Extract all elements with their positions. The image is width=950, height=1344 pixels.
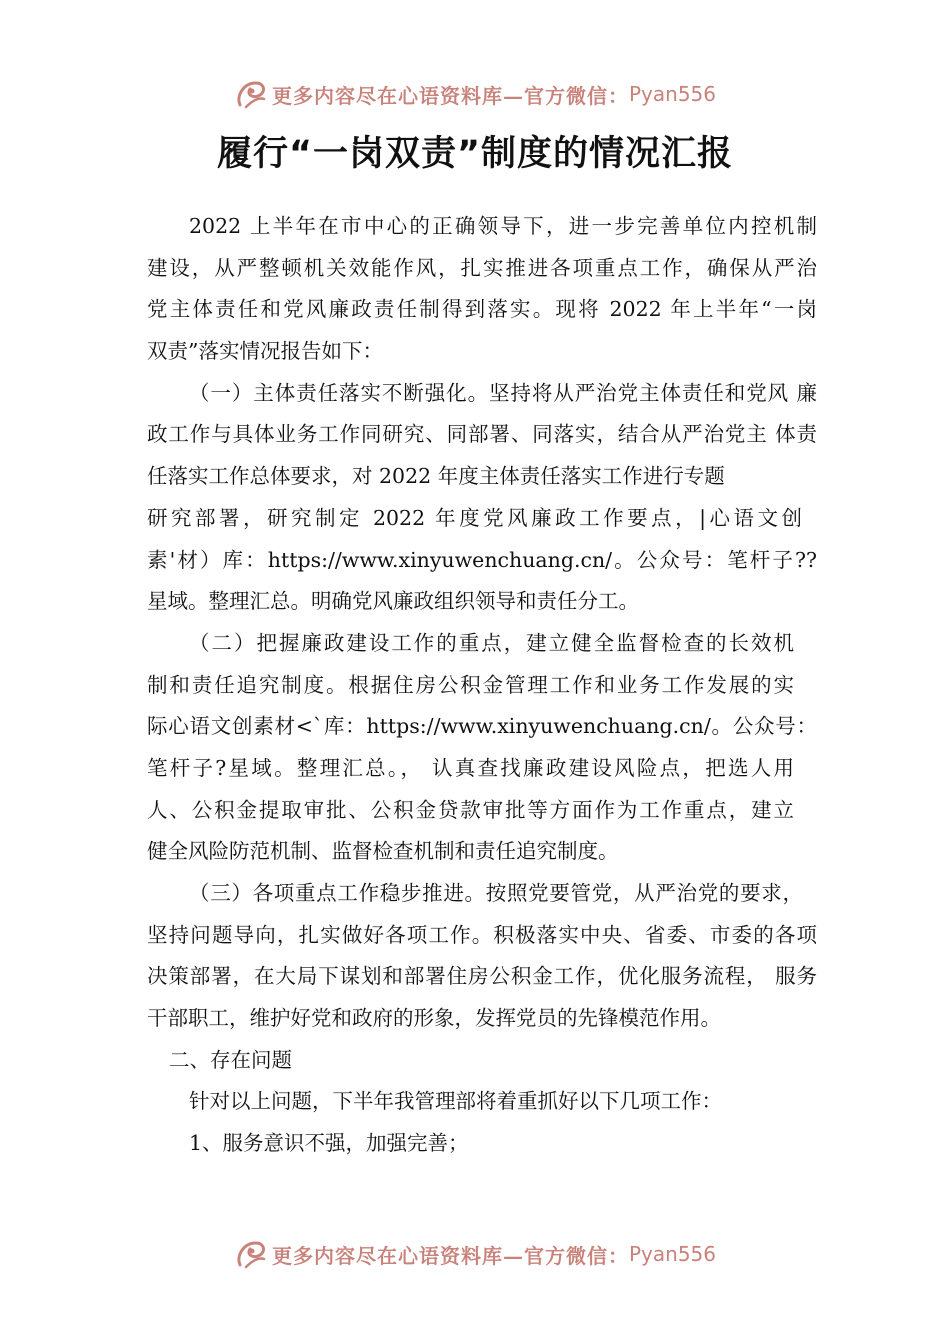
text-line: 政工作与具体业务工作同研究、同部署、同落实，结合从严治党主 体责 [147, 422, 817, 447]
text-line: 决策部署，在大局下谋划和部署住房公积金工作，优化服务流程， 服务 [147, 964, 817, 989]
document-title: 履行“一岗双责”制度的情况汇报 [216, 134, 733, 174]
text-line: 针对以上问题，下半年我管理部将着重抓好以下几项工作： [189, 1089, 722, 1114]
text-line: 任落实工作总体要求，对 2022 年度主体责任落实工作进行专题 [147, 464, 725, 489]
text-line: 人、公积金提取审批、公积金贷款审批等方面作为工作重点，建立 [147, 797, 794, 822]
section-heading-problems [147, 1040, 817, 1082]
paragraph-intro [147, 206, 817, 373]
watermark-text: 更多内容尽在心语资料库—官方微信： [271, 1243, 629, 1268]
text-line: 星域。整理汇总。明确党风廉政组织领导和责任分工。 [147, 589, 639, 614]
paragraph-plan [147, 1081, 817, 1123]
quill-swirl-logo-icon [234, 1237, 268, 1271]
text-line: 干部职工，维护好党和政府的形象，发挥党员的先锋模范作用。 [147, 1006, 721, 1031]
text-line: 双责”落实情况报告如下： [147, 339, 383, 364]
quill-swirl-logo-icon [234, 77, 268, 111]
watermark-wechat-id: Pyan556 [628, 1242, 716, 1266]
text-line: 制和责任追究制度。根据住房公积金管理工作和业务工作发展的实 [147, 672, 794, 697]
text-line: 坚持问题导向，扎实做好各项工作。积极落实中央、省委、市委的各项 [147, 922, 817, 947]
text-line: 际心语文创素材<`库：https://www.xinyuwenchuang.cn/。公众号： [147, 714, 817, 739]
text-line: （二）把握廉政建设工作的重点，建立健全监督检查的长效机 [189, 630, 794, 655]
footer-watermark [0, 1232, 950, 1276]
paragraph-section-3 [147, 873, 817, 1040]
text-line: 研究部署，研究制定 2022 年度党风廉政工作要点，|心语文创 [147, 505, 802, 530]
text-line: （一）主体责任落实不断强化。坚持将从严治党主体责任和党风 廉 [189, 380, 817, 405]
watermark-wechat-id: Pyan556 [628, 82, 716, 106]
text-line: （三）各项重点工作稳步推进。按照党要管党，从严治党的要求， [189, 881, 803, 905]
text-line: 笔杆子?星域。整理汇总。， 认真查找廉政建设风险点，把选人用 [147, 755, 794, 780]
text-line: 1、服务意识不强，加强完善； [189, 1131, 469, 1156]
paragraph-section-1 [147, 373, 817, 623]
paragraph-section-2 [147, 623, 817, 873]
text-line: 建设，从严整顿机关效能作风，扎实推进各项重点工作，确保从严治 [147, 255, 817, 280]
text-line: 健全风险防范机制、监督检查机制和责任追究制度。 [147, 839, 619, 864]
text-line: 2022 上半年在市中心的正确领导下，进一步完善单位内控机制 [189, 214, 817, 238]
list-item [147, 1123, 817, 1165]
header-watermark [0, 72, 950, 116]
watermark-text: 更多内容尽在心语资料库—官方微信： [271, 83, 629, 108]
text-line: 党主体责任和党风廉政责任制得到落实。现将 2022 年上半年“一岗 [147, 297, 817, 322]
text-line: 素'材）库：https://www.xinyuwenchuang.cn/。公众号：笔杆子?? [147, 547, 817, 572]
text-line: 二、存在问题 [169, 1047, 292, 1072]
document-body [147, 206, 817, 1165]
